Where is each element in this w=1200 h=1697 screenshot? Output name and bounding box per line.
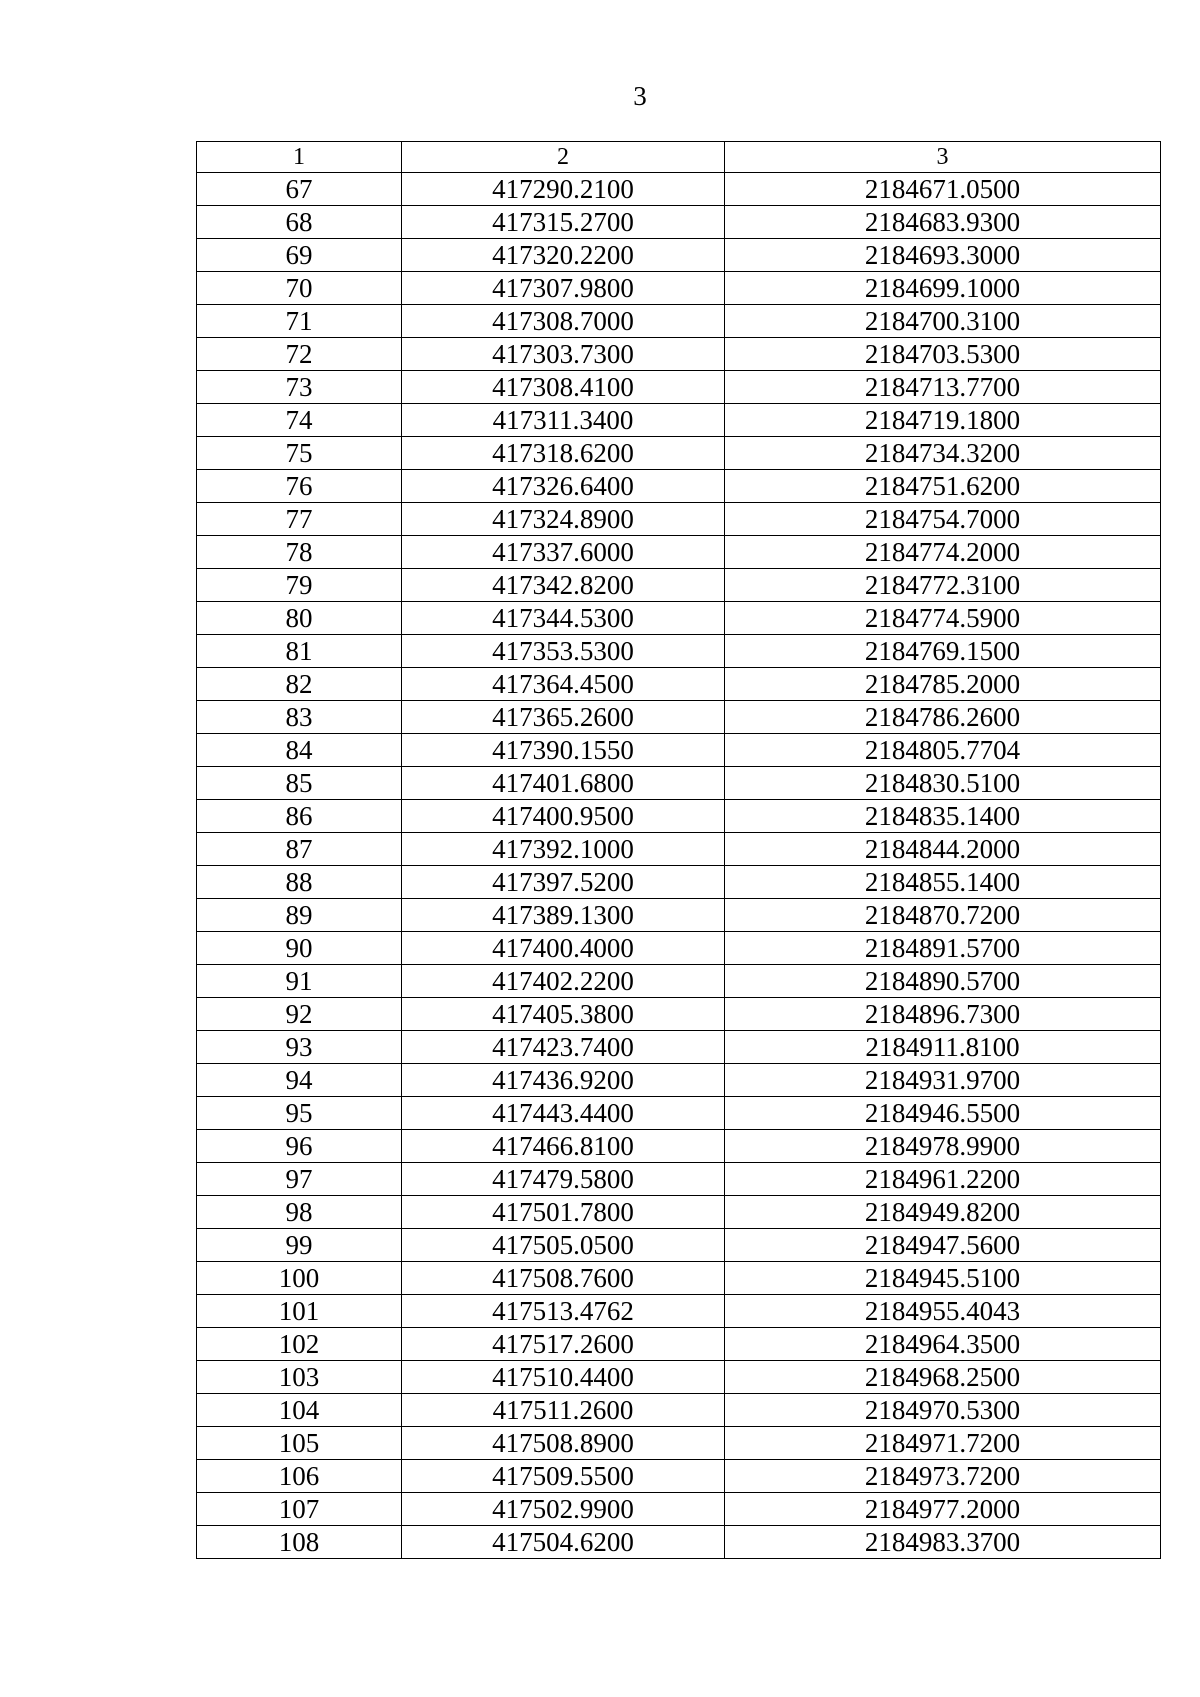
cell-y: 2184699.1000 xyxy=(725,272,1161,305)
cell-point-number: 90 xyxy=(197,932,402,965)
table-row xyxy=(197,932,1161,965)
table-row xyxy=(197,239,1161,272)
cell-point-number: 104 xyxy=(197,1394,402,1427)
table-row xyxy=(197,965,1161,998)
cell-y: 2184713.7700 xyxy=(725,371,1161,404)
cell-y: 2184870.7200 xyxy=(725,899,1161,932)
table-row xyxy=(197,470,1161,503)
cell-x: 417501.7800 xyxy=(402,1196,725,1229)
cell-y: 2184945.5100 xyxy=(725,1262,1161,1295)
cell-point-number: 99 xyxy=(197,1229,402,1262)
cell-point-number: 98 xyxy=(197,1196,402,1229)
table-row xyxy=(197,1097,1161,1130)
table-row xyxy=(197,1361,1161,1394)
cell-point-number: 69 xyxy=(197,239,402,272)
table-row xyxy=(197,998,1161,1031)
cell-x: 417324.8900 xyxy=(402,503,725,536)
cell-point-number: 73 xyxy=(197,371,402,404)
cell-point-number: 80 xyxy=(197,602,402,635)
cell-point-number: 77 xyxy=(197,503,402,536)
cell-point-number: 87 xyxy=(197,833,402,866)
table-row xyxy=(197,734,1161,767)
cell-x: 417320.2200 xyxy=(402,239,725,272)
table-row xyxy=(197,866,1161,899)
table-row xyxy=(197,338,1161,371)
cell-x: 417326.6400 xyxy=(402,470,725,503)
cell-x: 417307.9800 xyxy=(402,272,725,305)
cell-y: 2184774.2000 xyxy=(725,536,1161,569)
cell-x: 417342.8200 xyxy=(402,569,725,602)
cell-x: 417344.5300 xyxy=(402,602,725,635)
cell-point-number: 102 xyxy=(197,1328,402,1361)
table-row xyxy=(197,635,1161,668)
cell-y: 2184911.8100 xyxy=(725,1031,1161,1064)
cell-point-number: 88 xyxy=(197,866,402,899)
cell-point-number: 70 xyxy=(197,272,402,305)
cell-point-number: 86 xyxy=(197,800,402,833)
cell-x: 417365.2600 xyxy=(402,701,725,734)
cell-y: 2184890.5700 xyxy=(725,965,1161,998)
cell-point-number: 75 xyxy=(197,437,402,470)
cell-y: 2184754.7000 xyxy=(725,503,1161,536)
cell-x: 417443.4400 xyxy=(402,1097,725,1130)
cell-point-number: 83 xyxy=(197,701,402,734)
cell-y: 2184805.7704 xyxy=(725,734,1161,767)
table-body xyxy=(197,142,1161,1559)
cell-x: 417505.0500 xyxy=(402,1229,725,1262)
cell-x: 417315.2700 xyxy=(402,206,725,239)
table-row xyxy=(197,1328,1161,1361)
cell-point-number: 97 xyxy=(197,1163,402,1196)
cell-point-number: 89 xyxy=(197,899,402,932)
cell-point-number: 81 xyxy=(197,635,402,668)
cell-point-number: 108 xyxy=(197,1526,402,1559)
cell-x: 417337.6000 xyxy=(402,536,725,569)
cell-point-number: 71 xyxy=(197,305,402,338)
table-row xyxy=(197,1460,1161,1493)
table-row xyxy=(197,833,1161,866)
table-row xyxy=(197,602,1161,635)
cell-y: 2184683.9300 xyxy=(725,206,1161,239)
cell-x: 417308.4100 xyxy=(402,371,725,404)
cell-x: 417390.1550 xyxy=(402,734,725,767)
table-row xyxy=(197,1163,1161,1196)
cell-y: 2184973.7200 xyxy=(725,1460,1161,1493)
table-row xyxy=(197,569,1161,602)
cell-y: 2184844.2000 xyxy=(725,833,1161,866)
cell-y: 2184978.9900 xyxy=(725,1130,1161,1163)
cell-y: 2184947.5600 xyxy=(725,1229,1161,1262)
cell-y: 2184896.7300 xyxy=(725,998,1161,1031)
cell-point-number: 79 xyxy=(197,569,402,602)
table-row xyxy=(197,503,1161,536)
cell-point-number: 103 xyxy=(197,1361,402,1394)
cell-point-number: 76 xyxy=(197,470,402,503)
cell-y: 2184830.5100 xyxy=(725,767,1161,800)
cell-y: 2184970.5300 xyxy=(725,1394,1161,1427)
cell-y: 2184977.2000 xyxy=(725,1493,1161,1526)
cell-x: 417504.6200 xyxy=(402,1526,725,1559)
table-row xyxy=(197,305,1161,338)
cell-y: 2184751.6200 xyxy=(725,470,1161,503)
table-row xyxy=(197,800,1161,833)
cell-y: 2184703.5300 xyxy=(725,338,1161,371)
cell-y: 2184835.1400 xyxy=(725,800,1161,833)
cell-x: 417397.5200 xyxy=(402,866,725,899)
cell-y: 2184855.1400 xyxy=(725,866,1161,899)
cell-point-number: 67 xyxy=(197,173,402,206)
cell-y: 2184693.3000 xyxy=(725,239,1161,272)
table-row xyxy=(197,1262,1161,1295)
cell-x: 417318.6200 xyxy=(402,437,725,470)
table-row xyxy=(197,668,1161,701)
cell-point-number: 84 xyxy=(197,734,402,767)
cell-x: 417479.5800 xyxy=(402,1163,725,1196)
cell-y: 2184931.9700 xyxy=(725,1064,1161,1097)
cell-x: 417308.7000 xyxy=(402,305,725,338)
table-row xyxy=(197,1295,1161,1328)
cell-y: 2184734.3200 xyxy=(725,437,1161,470)
cell-y: 2184964.3500 xyxy=(725,1328,1161,1361)
table-row xyxy=(197,767,1161,800)
table-row xyxy=(197,272,1161,305)
table-row xyxy=(197,1427,1161,1460)
cell-x: 417517.2600 xyxy=(402,1328,725,1361)
header-cell-x: 2 xyxy=(402,142,725,173)
cell-x: 417508.8900 xyxy=(402,1427,725,1460)
cell-point-number: 94 xyxy=(197,1064,402,1097)
cell-point-number: 68 xyxy=(197,206,402,239)
cell-x: 417389.1300 xyxy=(402,899,725,932)
table-row xyxy=(197,404,1161,437)
cell-point-number: 96 xyxy=(197,1130,402,1163)
cell-y: 2184983.3700 xyxy=(725,1526,1161,1559)
table-row xyxy=(197,371,1161,404)
cell-y: 2184719.1800 xyxy=(725,404,1161,437)
cell-x: 417402.2200 xyxy=(402,965,725,998)
table-header-row xyxy=(197,142,1161,173)
cell-point-number: 72 xyxy=(197,338,402,371)
cell-y: 2184772.3100 xyxy=(725,569,1161,602)
table-row xyxy=(197,437,1161,470)
table-row xyxy=(197,1229,1161,1262)
cell-x: 417511.2600 xyxy=(402,1394,725,1427)
cell-point-number: 100 xyxy=(197,1262,402,1295)
cell-x: 417303.7300 xyxy=(402,338,725,371)
cell-x: 417436.9200 xyxy=(402,1064,725,1097)
cell-x: 417509.5500 xyxy=(402,1460,725,1493)
cell-x: 417290.2100 xyxy=(402,173,725,206)
cell-point-number: 101 xyxy=(197,1295,402,1328)
table-row xyxy=(197,1031,1161,1064)
cell-point-number: 95 xyxy=(197,1097,402,1130)
cell-point-number: 92 xyxy=(197,998,402,1031)
cell-x: 417392.1000 xyxy=(402,833,725,866)
header-cell-point-number: 1 xyxy=(197,142,402,173)
cell-point-number: 85 xyxy=(197,767,402,800)
cell-point-number: 106 xyxy=(197,1460,402,1493)
table-row xyxy=(197,1130,1161,1163)
cell-x: 417401.6800 xyxy=(402,767,725,800)
table-row xyxy=(197,536,1161,569)
cell-y: 2184971.7200 xyxy=(725,1427,1161,1460)
cell-point-number: 78 xyxy=(197,536,402,569)
table-row xyxy=(197,899,1161,932)
cell-y: 2184769.1500 xyxy=(725,635,1161,668)
cell-point-number: 82 xyxy=(197,668,402,701)
page-number: 3 xyxy=(633,81,647,111)
cell-y: 2184968.2500 xyxy=(725,1361,1161,1394)
cell-x: 417400.9500 xyxy=(402,800,725,833)
cell-y: 2184785.2000 xyxy=(725,668,1161,701)
cell-x: 417405.3800 xyxy=(402,998,725,1031)
table-row xyxy=(197,1526,1161,1559)
table-row xyxy=(197,1064,1161,1097)
cell-x: 417466.8100 xyxy=(402,1130,725,1163)
cell-x: 417400.4000 xyxy=(402,932,725,965)
cell-x: 417423.7400 xyxy=(402,1031,725,1064)
cell-x: 417502.9900 xyxy=(402,1493,725,1526)
cell-y: 2184955.4043 xyxy=(725,1295,1161,1328)
cell-x: 417311.3400 xyxy=(402,404,725,437)
cell-x: 417353.5300 xyxy=(402,635,725,668)
cell-point-number: 93 xyxy=(197,1031,402,1064)
cell-point-number: 105 xyxy=(197,1427,402,1460)
cell-y: 2184946.5500 xyxy=(725,1097,1161,1130)
cell-y: 2184774.5900 xyxy=(725,602,1161,635)
cell-point-number: 107 xyxy=(197,1493,402,1526)
table-row xyxy=(197,1394,1161,1427)
cell-y: 2184700.3100 xyxy=(725,305,1161,338)
cell-y: 2184671.0500 xyxy=(725,173,1161,206)
cell-y: 2184949.8200 xyxy=(725,1196,1161,1229)
coordinates-table xyxy=(196,141,1161,1559)
cell-x: 417364.4500 xyxy=(402,668,725,701)
cell-point-number: 91 xyxy=(197,965,402,998)
cell-y: 2184786.2600 xyxy=(725,701,1161,734)
table-row xyxy=(197,173,1161,206)
table-row xyxy=(197,1196,1161,1229)
table-row xyxy=(197,1493,1161,1526)
cell-y: 2184961.2200 xyxy=(725,1163,1161,1196)
table-row xyxy=(197,206,1161,239)
cell-x: 417513.4762 xyxy=(402,1295,725,1328)
cell-x: 417508.7600 xyxy=(402,1262,725,1295)
cell-point-number: 74 xyxy=(197,404,402,437)
table-row xyxy=(197,701,1161,734)
cell-x: 417510.4400 xyxy=(402,1361,725,1394)
cell-y: 2184891.5700 xyxy=(725,932,1161,965)
header-cell-y: 3 xyxy=(725,142,1161,173)
